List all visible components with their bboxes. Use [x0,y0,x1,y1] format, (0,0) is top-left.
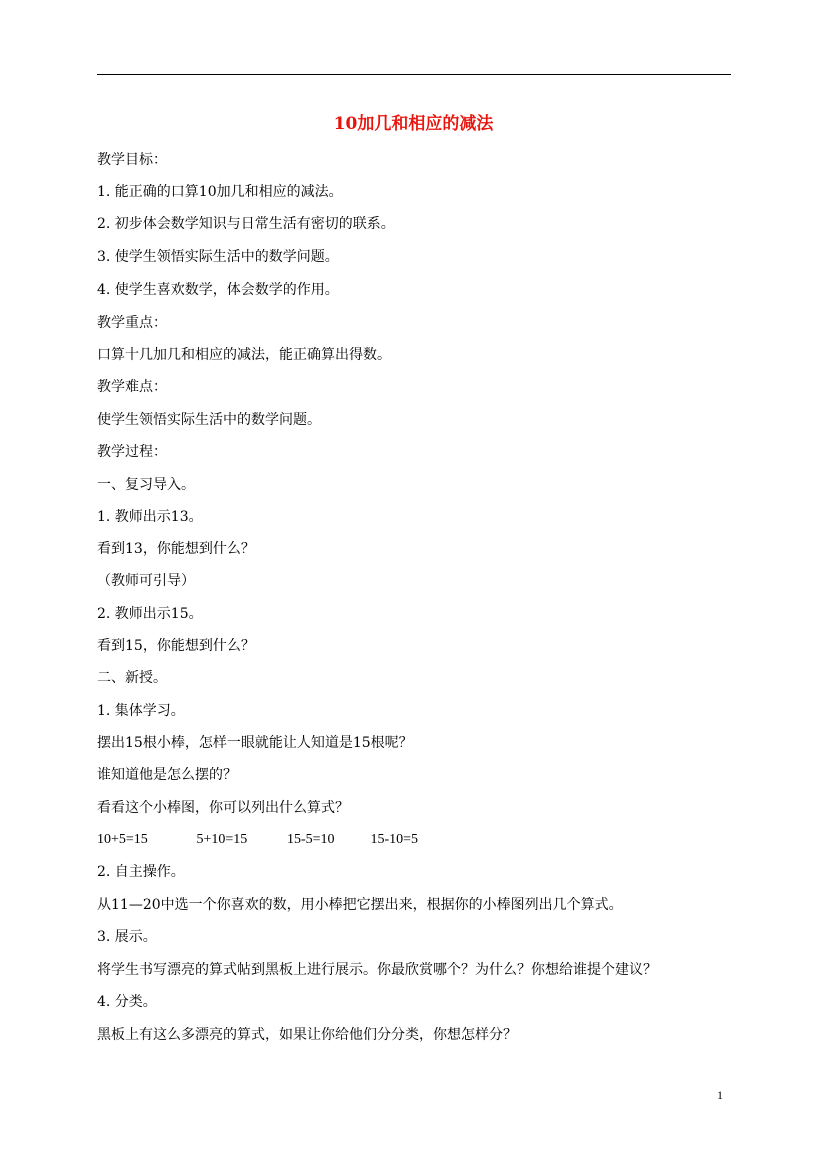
section-heading-difficulties: 教学难点： [97,379,167,395]
process-line: 看到13，你能想到什么？ [97,541,255,557]
objective-item-3: 3. 使学生领悟实际生活中的数学问题。 [97,249,339,265]
process-step-new: 二、新授。 [97,670,167,686]
document-title: 10加几和相应的减法 [333,114,494,134]
key-points-text: 口算十几加几和相应的减法，能正确算出得数。 [97,347,391,363]
formula: 15-10=5 [370,832,419,847]
process-line: 1. 教师出示13。 [97,509,203,525]
objective-item-4: 4. 使学生喜欢数学，体会数学的作用。 [97,282,339,298]
header-rule [97,74,731,75]
process-line: 2. 教师出示15。 [97,606,203,622]
section-heading-key-points: 教学重点： [97,315,167,331]
formula-row [97,830,418,850]
page-number: 1 [717,1088,723,1102]
process-line: 4. 分类。 [97,994,157,1010]
process-line: 2. 自主操作。 [97,864,185,880]
formula: 15-5=10 [287,832,335,847]
process-line: 摆出15根小棒，怎样一眼就能让人知道是15根呢？ [97,735,413,751]
section-heading-process: 教学过程： [97,444,167,460]
process-line: 谁知道他是怎么摆的？ [97,767,237,783]
objective-item-2: 2. 初步体会数学知识与日常生活有密切的联系。 [97,216,395,232]
process-line: 黑板上有这么多漂亮的算式，如果让你给他们分分类，你想怎样分？ [97,1027,517,1043]
section-heading-objectives: 教学目标： [97,152,167,168]
formula: 10+5=15 [97,832,148,847]
formula: 5+10=15 [196,832,248,847]
process-step-review: 一、复习导入。 [97,477,195,493]
process-line: 1. 集体学习。 [97,703,185,719]
objective-item-1: 1. 能正确的口算10加几和相应的减法。 [97,184,343,200]
process-line: 看到15，你能想到什么？ [97,638,255,654]
process-line: 将学生书写漂亮的算式帖到黑板上进行展示。你最欣赏哪个？为什么？你想给谁提个建议？ [97,962,657,978]
process-line: 看看这个小棒图，你可以列出什么算式？ [97,800,349,816]
process-line: 3. 展示。 [97,929,157,945]
difficulties-text: 使学生领悟实际生活中的数学问题。 [97,412,321,428]
process-line: 从11—20中选一个你喜欢的数，用小棒把它摆出来，根据你的小棒图列出几个算式。 [97,897,623,913]
process-line: （教师可引导） [97,573,195,589]
